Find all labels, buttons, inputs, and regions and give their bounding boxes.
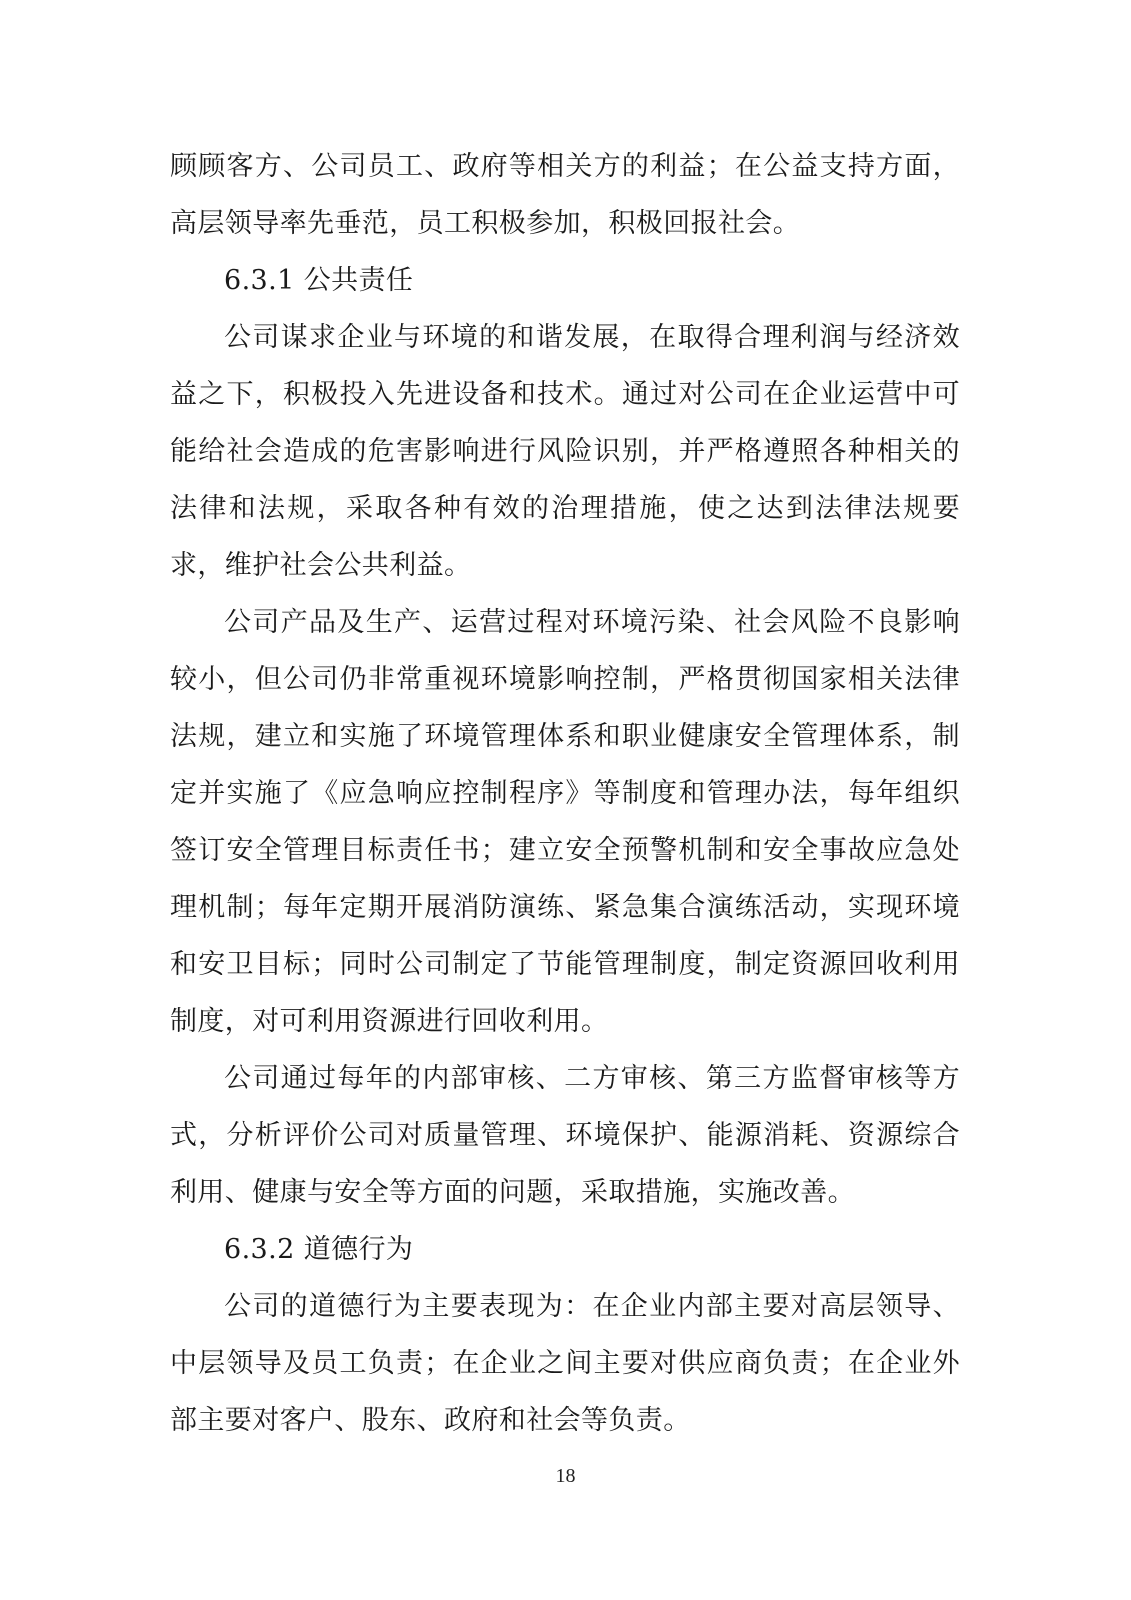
document-body xyxy=(170,138,960,1449)
section-heading-public-responsibility: 6.3.1 公共责任 xyxy=(224,265,414,296)
page-number: 18 xyxy=(555,1465,576,1487)
paragraph-public-responsibility-3: 公司通过每年的内部审核、二方审核、第三方监督审核等方式，分析评价公司对质量管理、环境保护、能源消耗、资源综合利用、健康与安全等方面的问题，采取措施，实施改善。 xyxy=(170,1063,960,1208)
paragraph-ethical-behavior: 公司的道德行为主要表现为：在企业内部主要对高层领导、中层领导及员工负责；在企业之间主要对供应商负责；在企业外部主要对客户、股东、政府和社会等负责。 xyxy=(170,1291,960,1436)
paragraph-continuation: 顾顾客方、公司员工、政府等相关方的利益；在公益支持方面，高层领导率先垂范，员工积极参加，积极回报社会。 xyxy=(170,151,960,239)
paragraph-public-responsibility-2: 公司产品及生产、运营过程对环境污染、社会风险不良影响较小，但公司仍非常重视环境影响控制，严格贯彻国家相关法律法规，建立和实施了环境管理体系和职业健康安全管理体系，制定并实施了《应急响应控制程序》等制度和管理办法，每年组织签订安全管理目标责任书；建立安全预警机制和安全事故应急处理机制；每年定期开展消防演练、紧急集合演练活动，实现环境和安卫目标；同时公司制定了节能管理制度，制定资源回收利用制度，对可利用资源进行回收利用。 xyxy=(170,607,960,1037)
paragraph-public-responsibility-1: 公司谋求企业与环境的和谐发展，在取得合理利润与经济效益之下，积极投入先进设备和技术。通过对公司在企业运营中可能给社会造成的危害影响进行风险识别，并严格遵照各种相关的法律和法规，采取各种有效的治理措施，使之达到法律法规要求，维护社会公共利益。 xyxy=(170,322,960,581)
section-heading-ethical-behavior: 6.3.2 道德行为 xyxy=(224,1234,414,1265)
